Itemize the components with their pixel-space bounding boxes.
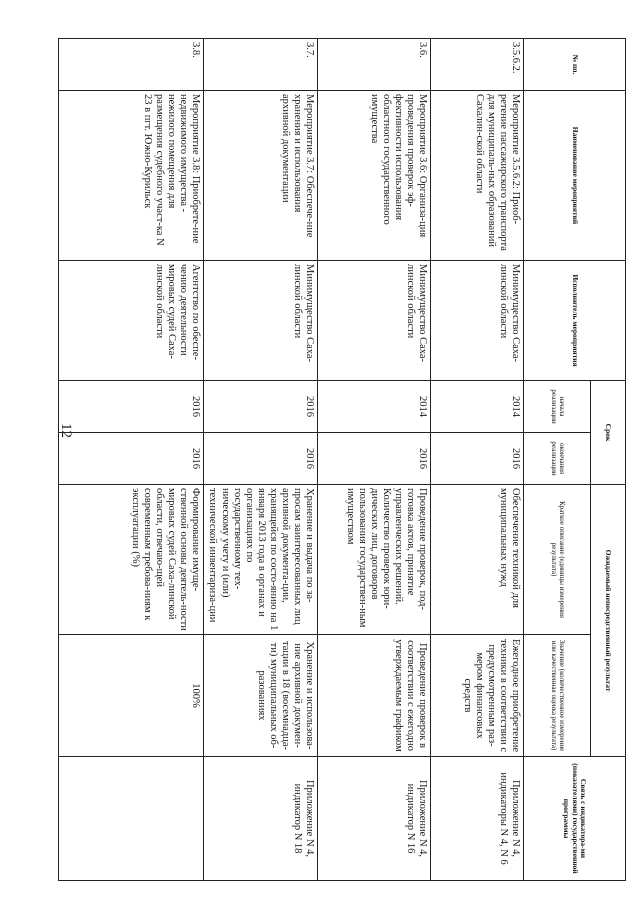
cell-value: Хранение и использова-ние архивной докумен-тации в 18 (восемнадца-ти) муниципальных об-разованиях xyxy=(204,635,318,757)
cell-link xyxy=(59,757,204,881)
table-row xyxy=(318,39,431,881)
cell-no: 3.7. xyxy=(204,39,318,91)
cell-name: Мероприятие 3.6: Организа-ция проведения проверок эф-фективности использования областного государственного имущества xyxy=(318,91,431,261)
header-expected: Ожидаемый непосредственный результат xyxy=(591,485,626,757)
cell-no: 3.5.6.2. xyxy=(431,39,524,91)
cell-end: 2016 xyxy=(318,433,431,485)
header-end: окончания реализации xyxy=(524,433,591,485)
cell-short: Обеспечение техникой для муниципальных нужд xyxy=(431,485,524,635)
cell-executor: Минимущество Саха-линской области xyxy=(318,261,431,381)
page-number: 12 xyxy=(58,423,74,438)
cell-link: Приложение N 4, индикатор N 16 xyxy=(318,757,431,881)
cell-short: Хранение и выдача по за-просам заинтересованных лиц архивной документа-ции, хранящейся по состо-янию на 1 января 2013 года в органах и организациях по государственному тех-ническому учету и (или) технической инвентариза-ции xyxy=(204,485,318,635)
header-short: Краткое описание (единицы измерения результата) xyxy=(524,485,591,635)
cell-short: Проведение проверок, под-готовка актов, принятие управленческих решений. Количество проверок юри-дических лиц, договоров пользования государствен-ным имуществом xyxy=(318,485,431,635)
cell-value: 100% xyxy=(59,635,204,757)
cell-short: Формирование имуще-ственной основы деятель-ности мировых судей Саха-линской области, отвечаю-щей современным требова-ниям к эксплуатации (%) xyxy=(59,485,204,635)
cell-executor: Минимущество Саха-линской области xyxy=(204,261,318,381)
cell-executor: Агентство по обеспе-чению деятельности мировых судей Саха-линской области xyxy=(59,261,204,381)
cell-start: 2014 xyxy=(431,381,524,433)
cell-start: 2016 xyxy=(59,381,204,433)
cell-name: Мероприятие 3.8: Приобрете-ние недвижимого имущества - нежилого помещения для размещения судебного участ-ка N 23 в пгт. Южно-Курильск xyxy=(59,91,204,261)
header-value: Значение (количественное измерение или качественная оценка результата) xyxy=(524,635,591,757)
header-term: Срок xyxy=(591,381,626,485)
cell-link: Приложение N 4, индикаторы N 4, N 6 xyxy=(431,757,524,881)
cell-end: 2016 xyxy=(431,433,524,485)
program-table xyxy=(58,38,626,881)
header-executor: Исполнитель мероприятия xyxy=(524,261,626,381)
header-name: Наименование мероприятий xyxy=(524,91,626,261)
table-row xyxy=(59,39,204,881)
cell-link: Приложение N 4, индикатор N 18 xyxy=(204,757,318,881)
cell-start: 2014 xyxy=(318,381,431,433)
cell-no: 3.8. xyxy=(59,39,204,91)
header-start: начала реализации xyxy=(524,381,591,433)
cell-end: 2016 xyxy=(204,433,318,485)
header-row-1 xyxy=(591,39,626,881)
cell-no: 3.6. xyxy=(318,39,431,91)
cell-value: Проведение проверок в соответствии с ежегодно утверждаемым графиком xyxy=(318,635,431,757)
cell-value: Ежегодное приобретение техники в соответствии с предусмотренным раз-мером финансовых средств xyxy=(431,635,524,757)
header-link: Связь с индикатора-ми (показателями) государственной программы xyxy=(524,757,626,881)
rotated-table-container xyxy=(82,38,626,880)
cell-end: 2016 xyxy=(59,433,204,485)
cell-executor: Минимущество Саха-линской области xyxy=(431,261,524,381)
cell-start: 2016 xyxy=(204,381,318,433)
cell-name: Мероприятие 3.5.6.2: Приоб-ретение пассажирского транспорта для муниципаль-ных образований Сахалин-ской области xyxy=(431,91,524,261)
cell-name: Мероприятие 3.7: Обеспече-ние хранения и использования архивной документации xyxy=(204,91,318,261)
table-row xyxy=(431,39,524,881)
table-row xyxy=(204,39,318,881)
header-no: № пп. xyxy=(524,39,626,91)
